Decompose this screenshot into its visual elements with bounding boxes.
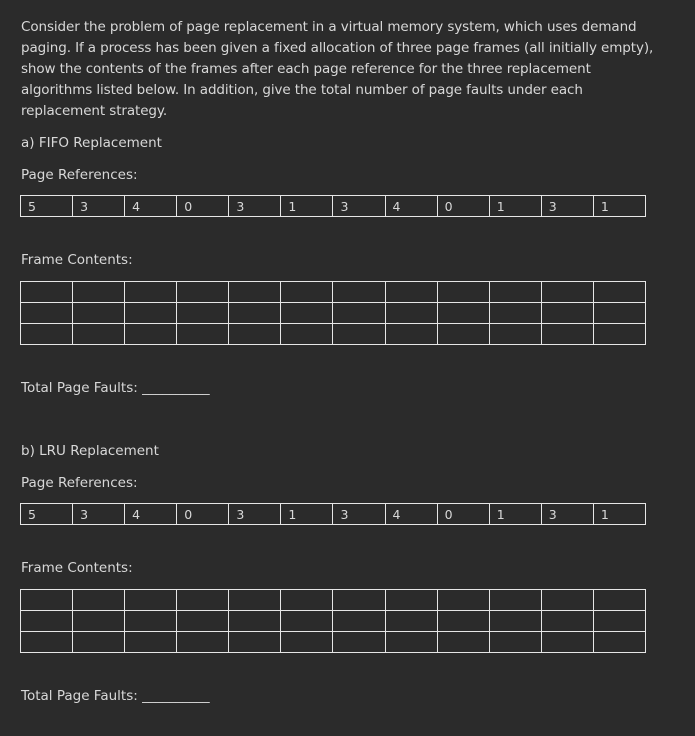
frame-cell — [229, 632, 281, 653]
frame-row — [21, 590, 646, 611]
frame-cell — [73, 324, 125, 345]
page-ref-cell: 4 — [385, 196, 437, 217]
frame-cell — [125, 590, 177, 611]
page-ref-cell: 1 — [593, 504, 645, 525]
page-ref-cell: 4 — [125, 196, 177, 217]
frame-cell — [385, 590, 437, 611]
frame-cell — [125, 303, 177, 324]
frame-cell — [385, 632, 437, 653]
frame-cell — [541, 324, 593, 345]
frame-cell — [333, 324, 385, 345]
page-ref-cell: 0 — [177, 196, 229, 217]
lru-frame-contents-label: Frame Contents: — [21, 560, 133, 576]
frame-cell — [385, 324, 437, 345]
fifo-frame-contents-table — [20, 281, 646, 345]
fifo-page-references-table — [20, 195, 646, 217]
page-ref-cell: 1 — [281, 196, 333, 217]
frame-cell — [281, 303, 333, 324]
frame-cell — [281, 324, 333, 345]
frame-cell — [489, 611, 541, 632]
frame-cell — [541, 590, 593, 611]
page-ref-cell: 0 — [437, 504, 489, 525]
frame-cell — [73, 282, 125, 303]
frame-cell — [73, 303, 125, 324]
page-ref-cell: 1 — [489, 196, 541, 217]
frame-cell — [333, 282, 385, 303]
frame-cell — [125, 632, 177, 653]
frame-cell — [593, 632, 645, 653]
frame-cell — [333, 590, 385, 611]
frame-cell — [229, 324, 281, 345]
frame-cell — [21, 324, 73, 345]
page-ref-cell: 5 — [21, 504, 73, 525]
frame-cell — [21, 632, 73, 653]
page-ref-cell: 1 — [281, 504, 333, 525]
page-ref-cell: 4 — [385, 504, 437, 525]
fifo-total-page-faults: Total Page Faults: __________ — [21, 380, 210, 396]
frame-cell — [385, 303, 437, 324]
frame-cell — [333, 611, 385, 632]
lru-frame-contents-table — [20, 589, 646, 653]
page-ref-cell: 3 — [73, 196, 125, 217]
page-ref-cell: 4 — [125, 504, 177, 525]
frame-cell — [489, 324, 541, 345]
frame-cell — [489, 590, 541, 611]
page-ref-cell: 3 — [541, 196, 593, 217]
frame-cell — [177, 324, 229, 345]
frame-cell — [437, 324, 489, 345]
frame-cell — [21, 282, 73, 303]
frame-cell — [125, 324, 177, 345]
fifo-page-refs-label: Page References: — [21, 167, 138, 183]
frame-cell — [73, 590, 125, 611]
frame-cell — [281, 590, 333, 611]
frame-cell — [437, 303, 489, 324]
frame-cell — [177, 303, 229, 324]
page-ref-cell: 3 — [333, 504, 385, 525]
frame-cell — [593, 303, 645, 324]
frame-cell — [489, 632, 541, 653]
lru-page-references-table — [20, 503, 646, 525]
frame-cell — [281, 611, 333, 632]
frame-cell — [489, 282, 541, 303]
frame-cell — [593, 590, 645, 611]
frame-cell — [125, 282, 177, 303]
frame-cell — [333, 303, 385, 324]
frame-cell — [73, 611, 125, 632]
frame-cell — [177, 590, 229, 611]
frame-cell — [437, 611, 489, 632]
frame-cell — [21, 303, 73, 324]
page-ref-cell: 3 — [229, 504, 281, 525]
page-ref-cell: 5 — [21, 196, 73, 217]
frame-cell — [21, 611, 73, 632]
frame-cell — [281, 632, 333, 653]
frame-cell — [125, 611, 177, 632]
frame-cell — [229, 303, 281, 324]
frame-cell — [593, 611, 645, 632]
frame-cell — [73, 632, 125, 653]
frame-cell — [489, 303, 541, 324]
frame-cell — [229, 282, 281, 303]
frame-cell — [541, 282, 593, 303]
frame-cell — [541, 632, 593, 653]
page-ref-cell: 3 — [229, 196, 281, 217]
page-ref-cell: 3 — [541, 504, 593, 525]
frame-cell — [541, 303, 593, 324]
page-ref-cell: 3 — [73, 504, 125, 525]
frame-cell — [541, 611, 593, 632]
frame-row — [21, 632, 646, 653]
page-ref-cell: 3 — [333, 196, 385, 217]
lru-heading: b) LRU Replacement — [21, 443, 159, 459]
frame-cell — [21, 590, 73, 611]
frame-cell — [593, 324, 645, 345]
frame-cell — [229, 590, 281, 611]
frame-row — [21, 282, 646, 303]
frame-cell — [333, 632, 385, 653]
frame-cell — [177, 611, 229, 632]
frame-row — [21, 611, 646, 632]
frame-cell — [177, 632, 229, 653]
lru-total-page-faults: Total Page Faults: __________ — [21, 688, 210, 704]
fifo-frame-contents-label: Frame Contents: — [21, 252, 133, 268]
frame-cell — [229, 611, 281, 632]
frame-cell — [437, 282, 489, 303]
lru-page-refs-label: Page References: — [21, 475, 138, 491]
fifo-heading: a) FIFO Replacement — [21, 135, 162, 151]
frame-row — [21, 324, 646, 345]
page-ref-cell: 1 — [489, 504, 541, 525]
frame-cell — [437, 632, 489, 653]
frame-cell — [385, 282, 437, 303]
frame-cell — [593, 282, 645, 303]
frame-cell — [177, 282, 229, 303]
frame-row — [21, 303, 646, 324]
problem-statement: Consider the problem of page replacement in a virtual memory system, which uses demand paging. If a process has been given a fixed allocation of three page frames (all initially empty), show the contents of the frames after each page reference for the three replacement algorithms listed below. In addition, give the total number of page faults under each replacement strategy. — [21, 19, 654, 119]
page-ref-cell: 1 — [593, 196, 645, 217]
frame-cell — [437, 590, 489, 611]
frame-cell — [281, 282, 333, 303]
page-ref-cell: 0 — [177, 504, 229, 525]
frame-cell — [385, 611, 437, 632]
page-ref-cell: 0 — [437, 196, 489, 217]
